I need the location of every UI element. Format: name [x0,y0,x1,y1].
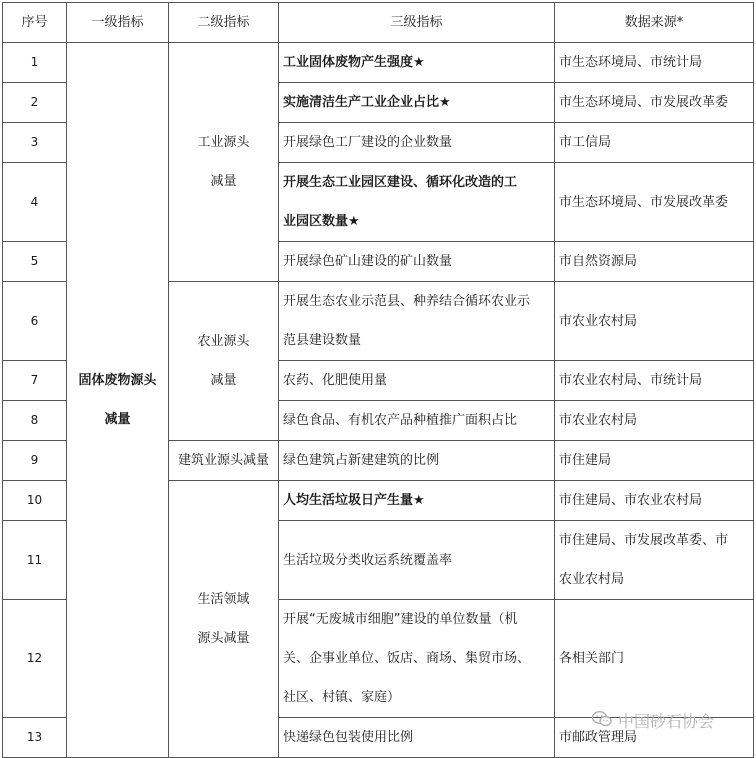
row-number: 4 [3,163,67,242]
indicator-cell: 农药、化肥使用量 [279,361,555,401]
row-number: 1 [3,43,67,83]
level2-construction: 建筑业源头减量 [169,441,279,481]
row-number: 13 [3,718,67,758]
indicator-cell: 开展绿色矿山建设的矿山数量 [279,242,555,282]
header-source: 数据来源* [555,3,754,43]
level1-cell [67,43,169,758]
header-level2: 二级指标 [169,3,279,43]
level2-living-line2: 源头减量 [197,631,250,646]
level2-agriculture-line2: 减量 [210,373,237,388]
indicator-line2: 关、企事业单位、饭店、商场、集贸市场、 [283,651,531,666]
header-level1: 一级指标 [67,3,169,43]
source-cell: 市自然资源局 [555,242,754,282]
row-number: 2 [3,83,67,123]
indicator-line1: 开展生态工业园区建设、循环化改造的工 [283,175,518,190]
source-cell: 市生态环境局、市发展改革委 [555,163,754,242]
indicator-line3: 社区、村镇、家庭） [283,690,401,705]
level2-living [169,481,279,758]
indicator-cell: 工业固体废物产生强度★ [279,43,555,83]
source-line1: 市住建局、市发展改革委、市 [559,533,729,548]
indicator-line1: 开展“无废城市细胞”建设的单位数量（机 [283,612,518,627]
source-cell [555,521,754,600]
level1-line2: 减量 [104,412,131,427]
indicator-cell: 人均生活垃圾日产生量★ [279,481,555,521]
indicator-line2: 业园区数量★ [283,214,360,229]
row-number: 3 [3,123,67,163]
indicator-cell [279,163,555,242]
source-cell: 市工信局 [555,123,754,163]
indicator-cell: 绿色建筑占新建建筑的比例 [279,441,555,481]
source-cell: 市农业农村局 [555,282,754,361]
row-number: 12 [3,600,67,718]
level2-agriculture [169,282,279,441]
header-no: 序号 [3,3,67,43]
indicator-cell: 快递绿色包装使用比例 [279,718,555,758]
row-number: 7 [3,361,67,401]
indicator-line2: 范县建设数量 [283,333,362,348]
level2-industrial-line1: 工业源头 [197,135,250,150]
indicator-cell [279,600,555,718]
row-number: 10 [3,481,67,521]
source-cell: 市农业农村局、市统计局 [555,361,754,401]
source-cell: 市住建局、市农业农村局 [555,481,754,521]
indicator-cell: 生活垃圾分类收运系统覆盖率 [279,521,555,600]
table-row [3,43,754,83]
row-number: 6 [3,282,67,361]
source-cell: 市住建局 [555,441,754,481]
indicator-cell [279,282,555,361]
level2-industrial-line2: 减量 [210,174,237,189]
row-number: 5 [3,242,67,282]
indicator-cell: 实施清洁生产工业企业占比★ [279,83,555,123]
source-cell: 各相关部门 [555,600,754,718]
level2-agriculture-line1: 农业源头 [197,334,250,349]
indicator-cell: 绿色食品、有机农产品种植推广面积占比 [279,401,555,441]
wechat-icon [592,711,612,731]
header-level3: 三级指标 [279,3,555,43]
row-number: 9 [3,441,67,481]
indicator-line1: 开展生态农业示范县、种养结合循环农业示 [283,294,531,309]
source-cell: 市生态环境局、市统计局 [555,43,754,83]
level1-line1: 固体废物源头 [78,373,157,388]
source-cell: 市生态环境局、市发展改革委 [555,83,754,123]
watermark [592,709,714,732]
header-row [3,3,754,43]
indicator-cell: 开展绿色工厂建设的企业数量 [279,123,555,163]
watermark-text: 中国砂石协会 [618,712,715,731]
row-number: 8 [3,401,67,441]
indicator-table [2,2,754,758]
source-line2: 农业农村局 [559,572,625,587]
source-cell: 市农业农村局 [555,401,754,441]
level2-living-line1: 生活领域 [197,592,250,607]
row-number: 11 [3,521,67,600]
level2-industrial [169,43,279,282]
source-cell: 市邮政管理局 [555,718,754,758]
